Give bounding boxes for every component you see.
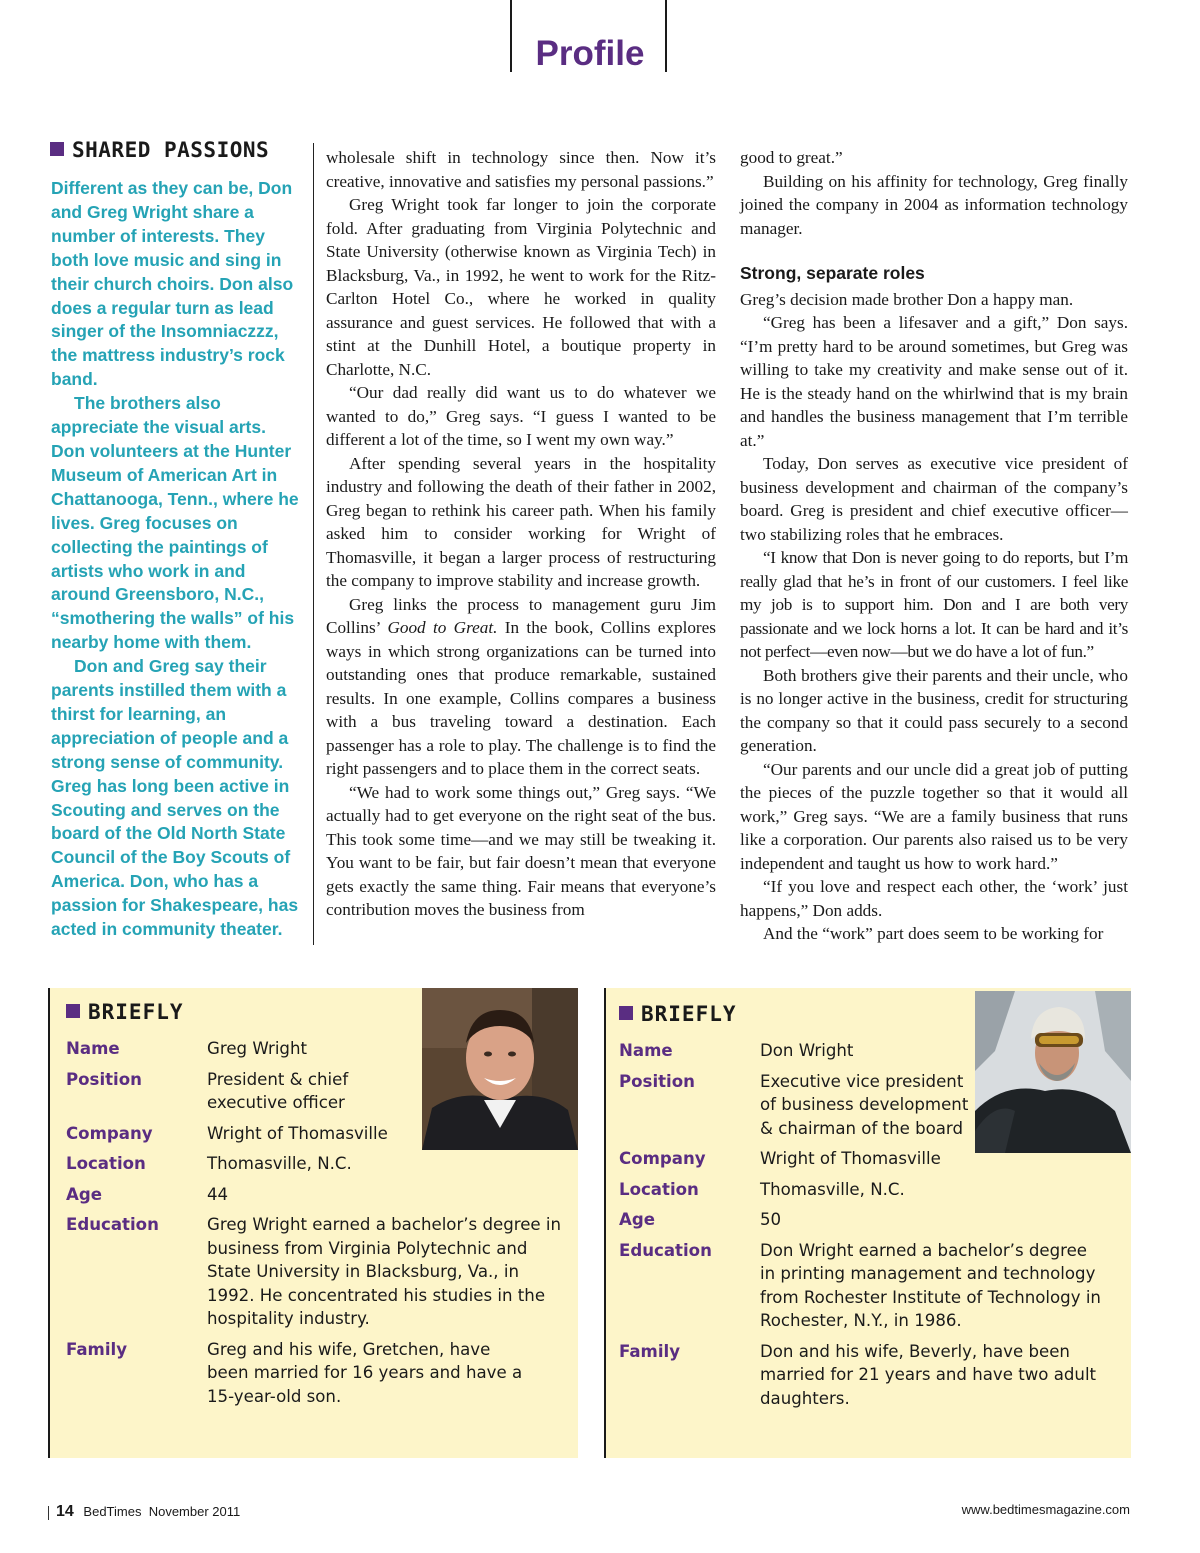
article-paragraph: Both brothers give their parents and their uncle, who is no longer active in the business, credit for structuring the company so that it could pass securely to a second generation. xyxy=(740,665,1128,755)
article-paragraph: Greg Wright took far longer to join the corporate fold. After graduating from Virginia Polytechnic and State University (otherwise known as Virginia Tech) in Blacksburg, Va., in 1992, he went to work for the Ritz-Carlton Hotel Co., where he worked in quality assurance and guest services. He followed that with a stint at the Dunhill Hotel, a boutique property in Charlotte, N.C. xyxy=(326,195,716,379)
row-label: Age xyxy=(66,1184,102,1204)
footer-rule xyxy=(48,1506,49,1520)
row-label: Company xyxy=(619,1149,706,1168)
row-value: Greg Wright earned a bachelor’s degree in business from Virginia Polytechnic and State University in Blacksburg, Va., in 1992. He concentrated his studies in the hospitality industry. xyxy=(207,1215,562,1328)
row-label: Name xyxy=(66,1039,120,1058)
briefly-row xyxy=(66,1068,566,1115)
briefly-table-greg xyxy=(66,1037,566,1415)
square-bullet-icon xyxy=(50,142,64,156)
row-label: Location xyxy=(619,1179,699,1199)
row-label: Education xyxy=(66,1215,159,1234)
row-value: Don and his wife, Beverly, have been married for 21 years and have two adult daughters. xyxy=(760,1341,1097,1408)
website-url: www.bedtimesmagazine.com xyxy=(961,1502,1130,1517)
article-paragraph: Greg’s decision made brother Don a happy man. xyxy=(740,289,1074,309)
book-title: Good to Great. xyxy=(387,618,498,637)
briefly-heading xyxy=(66,1000,184,1024)
article-paragraph: “I know that Don is never going to do reports, but I’m really glad that he’s in front of our customers. I feel like my job is to support him. Don and I are both very passionate and we lock horns a lot. It can be hard and it’s not perfect—even now—but we do have a lot of fun.” xyxy=(740,548,1128,661)
column-divider xyxy=(313,143,314,945)
row-value: Wright of Thomasville xyxy=(760,1149,941,1168)
square-bullet-icon xyxy=(66,1004,80,1018)
article-paragraph: “If you love and respect each other, the ‘work’ just happens,” Don adds. xyxy=(740,877,1128,920)
row-value: Thomasville, N.C. xyxy=(760,1179,905,1199)
briefly-row xyxy=(66,1037,566,1061)
collins-text-pre: Greg links the process to management guru Jim Collins’ xyxy=(326,594,716,637)
header-left-rule xyxy=(510,0,512,72)
sidebar-heading xyxy=(50,138,269,162)
issue-date: November 2011 xyxy=(148,1504,241,1519)
article-paragraph: “We had to work some things out,” Greg says. “We actually had to get everyone on the right seat of the bus. This took some time—and we may still be tweaking it. You want to be fair, but fair doesn’t mean that everyone gets exactly the same thing. Fair means that everyone’s contribution moves the business from xyxy=(326,782,716,919)
sidebar-heading-text: SHARED PASSIONS xyxy=(72,138,270,162)
row-label: Company xyxy=(66,1123,153,1143)
briefly-row xyxy=(619,1070,1119,1141)
footer-folio xyxy=(56,1503,240,1521)
briefly-row xyxy=(66,1338,566,1409)
briefly-row xyxy=(619,1340,1119,1411)
publication-name: BedTimes xyxy=(83,1504,142,1519)
briefly-heading-text: BRIEFLY xyxy=(641,1002,737,1026)
article-paragraph: “Greg has been a lifesaver and a gift,” Don says. “I’m pretty hard to be around sometimes, but Greg was willing to take my creativity and make sense out of it. He is the steady hand on the whirlwind that is my brain and handles the business management that I’m terrible at.” xyxy=(740,313,1128,450)
row-label: Position xyxy=(619,1071,695,1091)
briefly-row xyxy=(66,1122,566,1146)
article-column-middle xyxy=(326,146,716,922)
briefly-row xyxy=(619,1239,1119,1333)
article-paragraph: And the “work” part does seem to be working for xyxy=(763,924,1104,943)
collins-text-post: In the book, Collins explores ways in which strong organizations can be turned into outstanding ones that produce remarkable, sustained results. In one example, Collins compares a business with a bus traveling toward a destination. Each passenger has a role to play. The challenge is to find the right passengers and to place them in the correct seats. xyxy=(326,618,716,778)
article-paragraph: “Our dad really did want us to do whatever we wanted to do,” Greg says. “I guess I wanted to be different a lot of the time, so I went my own way.” xyxy=(326,383,716,449)
section-title: Profile xyxy=(535,34,645,73)
row-value: 44 xyxy=(207,1184,229,1204)
briefly-heading-text: BRIEFLY xyxy=(88,1000,184,1024)
row-value: Greg Wright xyxy=(207,1039,307,1058)
row-label: Location xyxy=(66,1154,146,1173)
row-value: Wright of Thomasville xyxy=(207,1123,388,1143)
row-label: Education xyxy=(619,1240,712,1260)
sidebar-body xyxy=(51,177,301,942)
row-value: Greg and his wife, Gretchen, have been married for 16 years and have a 15-year-old son. xyxy=(207,1339,523,1406)
header-right-rule xyxy=(665,0,667,72)
article-paragraph: Building on his affinity for technology, Greg finally joined the company in 2004 as information technology manager. xyxy=(740,171,1128,238)
article-paragraph: “Our parents and our uncle did a great job of putting the pieces of the puzzle together so that it would all work,” Greg says. “We are a family business that runs like a corporation. Our parents also raised us to be very independent and taught us how to work hard.” xyxy=(740,759,1128,873)
row-value: 50 xyxy=(760,1210,782,1229)
row-label: Family xyxy=(619,1341,681,1361)
briefly-box-rule xyxy=(604,988,606,1458)
article-subhead: Strong, separate roles xyxy=(740,263,925,283)
square-bullet-icon xyxy=(619,1006,633,1020)
briefly-box-rule xyxy=(48,988,50,1458)
row-value: President & chief executive officer xyxy=(207,1069,349,1112)
briefly-row xyxy=(66,1213,566,1331)
article-paragraph: good to great.” xyxy=(740,148,843,167)
row-label: Position xyxy=(66,1069,142,1089)
row-label: Age xyxy=(619,1210,655,1229)
page-number: 14 xyxy=(56,1503,74,1520)
row-label: Family xyxy=(66,1339,128,1359)
sidebar-paragraph: The brothers also appreciate the visual arts. Don volunteers at the Hunter Museum of American Art in Chattanooga, Tenn., where he lives. Greg focuses on collecting the paintings of artists who work in and around Greensboro, N.C., “smothering the walls” of his nearby home with them. xyxy=(51,393,299,653)
briefly-row xyxy=(619,1208,1119,1232)
article-column-right xyxy=(740,146,1128,946)
briefly-heading xyxy=(619,1002,737,1026)
sidebar-paragraph: Don and Greg say their parents instilled them with a thirst for learning, an appreciation of people and a strong sense of community. Greg has long been active in Scouting and serves on the board of the Old North State Council of the Boy Scouts of America. Don, who has a passion for Shakespeare, has acted in community theater. xyxy=(51,656,299,940)
briefly-row xyxy=(619,1178,1119,1202)
row-value: Don Wright xyxy=(760,1041,854,1060)
article-paragraph: Today, Don serves as executive vice president of business development and chairman of the company’s board. Greg is president and chief executive officer—two stabilizing roles that he embraces. xyxy=(740,454,1128,544)
article-paragraph: wholesale shift in technology since then. Now it’s creative, innovative and satisfies my personal passions.” xyxy=(326,148,716,191)
sidebar-paragraph: Different as they can be, Don and Greg Wright share a number of interests. They both love music and sing in their church choirs. Don also does a regular turn as lead singer of the Insomniaczzz, the mattress industry’s rock band. xyxy=(51,178,294,390)
briefly-row xyxy=(66,1152,566,1176)
row-value: Thomasville, N.C. xyxy=(207,1154,352,1173)
briefly-row xyxy=(619,1039,1119,1063)
row-value: Don Wright earned a bachelor’s degree in printing management and technology from Rochester Institute of Technology in Rochester, N.Y., in 1986. xyxy=(760,1240,1101,1330)
briefly-row xyxy=(619,1147,1119,1171)
article-paragraph xyxy=(326,593,716,781)
briefly-table-don xyxy=(619,1039,1119,1417)
article-paragraph: After spending several years in the hospitality industry and following the death of their father in 2002, Greg began to rethink his career path. When his family asked him to consider working for Wright of Thomasville, it began a larger process of restructuring the company to improve stability and increase growth. xyxy=(326,453,716,590)
row-label: Name xyxy=(619,1041,673,1060)
row-value: Executive vice president of business development & chairman of the board xyxy=(760,1071,969,1138)
briefly-row xyxy=(66,1183,566,1207)
